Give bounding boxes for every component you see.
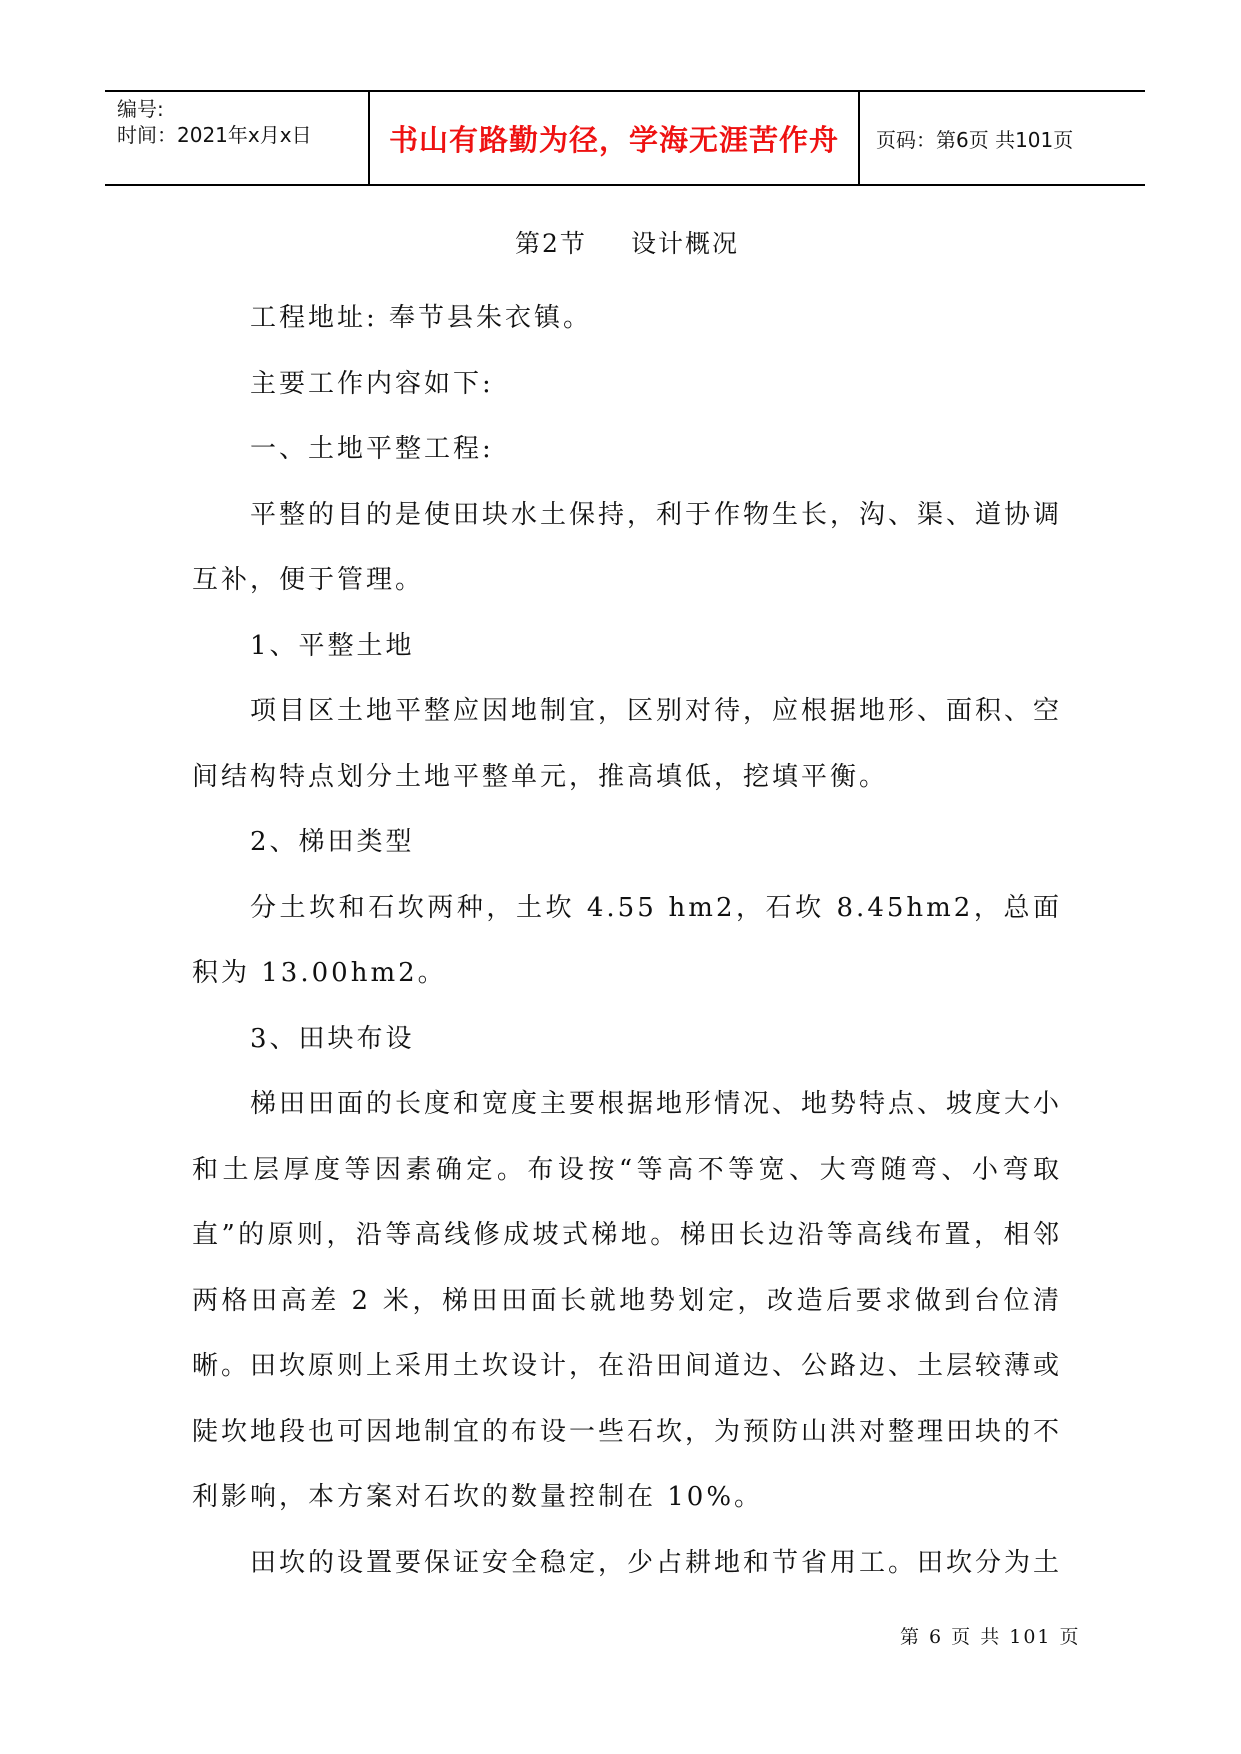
motto-text: 书山有路勤为径，学海无涯苦作舟 — [388, 122, 839, 157]
paragraph-main-work: 主要工作内容如下: — [250, 368, 494, 399]
paragraph-field-layout: 梯田田面的长度和宽度主要根据地形情况、地势特点、坡度大小和土层厚度等因素确定。布设按“等高不等宽、大弯随弯、小弯取直”的原则，沿等高线修成坡式梯地。梯田长边沿等高线布置，相邻两格田高差 2 米，梯田田面长就地势划定，改造后要求做到台位清晰。田坎原则上采用土坎设计，在沿田间道边、公路边、土层较薄或陡坎地段也可因地制宜的布设一些石坎，为预防山洪对整理田块的不利影响，本方案对石坎的数量控制在 10%。 — [192, 1089, 1063, 1512]
subheading-terrace-type: 2、梯田类型 — [250, 827, 415, 857]
page-header — [105, 90, 1145, 186]
paragraph-project-address: 工程地址: 奉节县朱衣镇。 — [250, 303, 593, 333]
header-motto-cell — [370, 92, 860, 184]
document-time-label: 时间：2021年x月x日 — [117, 123, 312, 147]
paragraph-leveling-method: 项目区土地平整应因地制宜，区别对待，应根据地形、面积、空间结构特点划分土地平整单元，推高填低，挖填平衡。 — [192, 696, 1063, 792]
subheading-level-land: 1、平整土地 — [250, 630, 415, 661]
paragraph-leveling-purpose: 平整的目的是使田块水土保持，利于作物生长，沟、渠、道协调互补，便于管理。 — [192, 499, 1063, 595]
header-page-info-cell — [860, 92, 1145, 184]
document-number-label: 编号: — [117, 97, 164, 121]
document-body — [192, 222, 1062, 1596]
page-info: 页码：第6页 共101页 — [876, 127, 1074, 152]
subheading-field-layout: 3、田块布设 — [250, 1023, 415, 1054]
section-heading — [192, 222, 1062, 266]
header-meta — [105, 92, 370, 184]
paragraph-field-ridge: 田坎的设置要保证安全稳定，少占耕地和节省用工。田坎分为土 — [250, 1547, 1063, 1578]
paragraph-terrace-areas: 分土坎和石坎两种，土坎 4.55 hm2，石坎 8.45hm2，总面积为 13.00hm2。 — [192, 892, 1062, 988]
heading-land-leveling: 一、土地平整工程: — [250, 434, 494, 464]
section-title: 设计概况 — [630, 229, 739, 258]
section-number: 第2节 — [515, 229, 587, 258]
page-footer: 第 6 页 共 101 页 — [900, 1626, 1081, 1648]
